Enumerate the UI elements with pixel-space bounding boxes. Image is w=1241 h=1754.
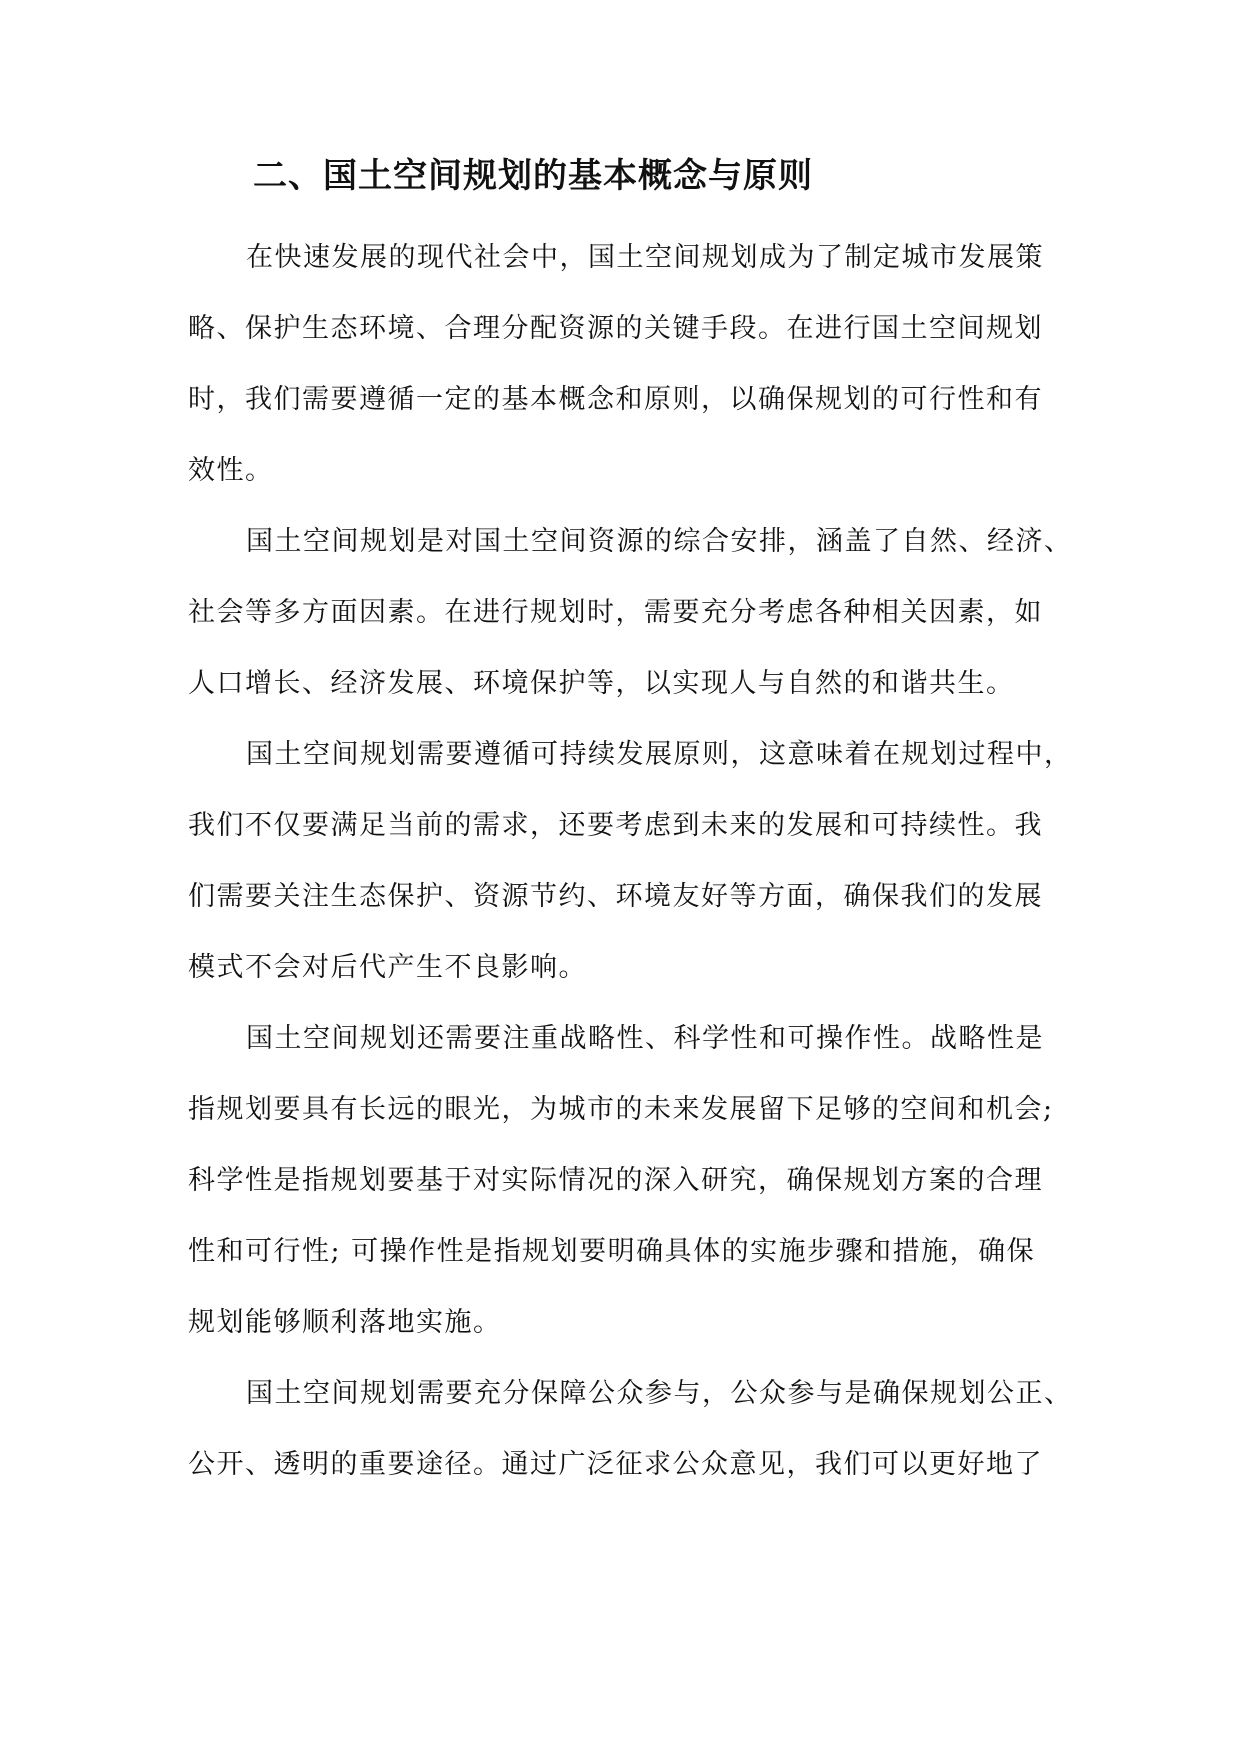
section-heading: 二、国土空间规划的基本概念与原则 [253,156,813,196]
paragraph-3 [188,719,1073,1003]
text-line: 公开、透明的重要途径。通过广泛征求公众意见，我们可以更好地了 [188,1449,1043,1480]
paragraph-5 [188,1358,1073,1500]
text-line: 性和可行性; 可操作性是指规划要明确具体的实施步骤和措施，确保 [188,1236,1036,1267]
text-line: 人口增长、经济发展、环境保护等，以实现人与自然的和谐共生。 [188,668,1015,699]
text-line: 我们不仅要满足当前的需求，还要考虑到未来的发展和可持续性。我 [188,810,1043,841]
text-line: 国土空间规划需要充分保障公众参与，公众参与是确保规划公正、 [246,1378,1073,1409]
paragraph-2 [188,506,1073,719]
paragraph-4 [188,1003,1056,1358]
text-line: 社会等多方面因素。在进行规划时，需要充分考虑各种相关因素，如 [188,597,1043,628]
text-line: 国土空间规划还需要注重战略性、科学性和可操作性。战略性是 [246,1023,1044,1054]
body-text [188,222,1073,1500]
text-line: 国土空间规划需要遵循可持续发展原则，这意味着在规划过程中， [246,739,1073,770]
text-line: 指规划要具有长远的眼光，为城市的未来发展留下足够的空间和机会; [188,1094,1054,1125]
text-line: 略、保护生态环境、合理分配资源的关键手段。在进行国土空间规划 [188,313,1043,344]
text-line: 时，我们需要遵循一定的基本概念和原则，以确保规划的可行性和有 [188,384,1043,415]
text-line: 规划能够顺利落地实施。 [188,1307,502,1338]
paragraph-1 [188,222,1056,506]
text-line: 科学性是指规划要基于对实际情况的深入研究，确保规划方案的合理 [188,1165,1043,1196]
text-line: 在快速发展的现代社会中，国土空间规划成为了制定城市发展策 [246,242,1044,273]
text-line: 们需要关注生态保护、资源节约、环境友好等方面，确保我们的发展 [188,881,1043,912]
text-line: 效性。 [188,455,274,486]
text-line: 模式不会对后代产生不良影响。 [188,952,587,983]
text-line: 国土空间规划是对国土空间资源的综合安排，涵盖了自然、经济、 [246,526,1073,557]
